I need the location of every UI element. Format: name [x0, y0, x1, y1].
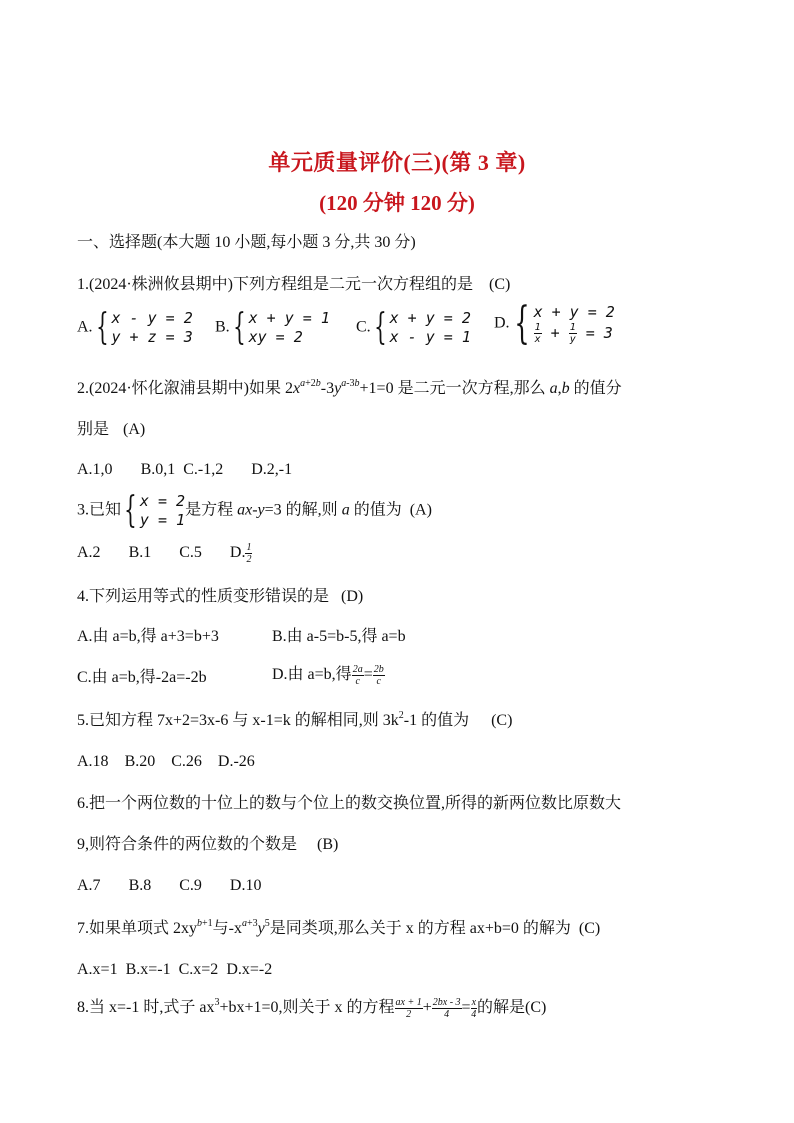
frac-num: 2a	[352, 664, 363, 675]
question-7-stem: 7.如果单项式 $2xy^{b+1}$与$-x^{a+3}y^5$是同类项,那么关于 x 的方程 ax+b=0 的解为 (C)	[77, 917, 601, 937]
question-2-text-b: 的值分	[573, 380, 622, 397]
question-6-answer: (B)	[317, 836, 339, 853]
question-4-answer: (D)	[341, 588, 364, 605]
frac-num: x	[471, 997, 477, 1008]
question-6-line2	[77, 835, 338, 855]
option-b-label: B.	[215, 318, 230, 336]
frac-den: c	[376, 676, 381, 687]
question-5-answer: (C)	[491, 712, 513, 729]
question-8-text-c: 的解是	[477, 999, 526, 1017]
question-1-option-a	[77, 309, 193, 347]
option-d-label: D.	[494, 314, 510, 332]
plus-sign: +	[550, 324, 560, 342]
plus-sign: +	[422, 999, 432, 1017]
brace-icon: {	[232, 307, 246, 348]
question-1-option-c	[356, 309, 471, 347]
frac-den: c	[355, 676, 360, 687]
option-c: C.9	[179, 877, 202, 894]
question-3-answer: (A)	[409, 501, 432, 519]
question-7-text-a: 7.如果单项式 2xy	[77, 920, 198, 937]
page-subtitle: (120 分钟 120 分)	[319, 191, 475, 215]
frac-num: ax + 1	[395, 997, 422, 1008]
option-c-label: C.	[356, 318, 371, 336]
option-d: D.x=-2	[226, 961, 273, 978]
question-8-text-a: 8.当 x=-1 时,式子 ax	[77, 999, 215, 1017]
question-3-options	[77, 542, 252, 565]
brace-icon: {	[95, 307, 109, 348]
question-5-text-a: 5.已知方程 7x+2=3x-6 与 x-1=k 的解相同,则 3k	[77, 712, 399, 729]
option-d-text: D.由 a=b,得	[272, 666, 352, 684]
question-3-stem: 3.已知{ x = 2 y = 1 是方程 ax-y=3 的解,则 a 的值为 (A)	[77, 490, 432, 531]
frac-num: 1	[534, 322, 541, 333]
brace-icon: {	[124, 490, 137, 531]
question-4-option-c: C.由 a=b,得-2a=-2b	[77, 669, 207, 686]
question-8-stem: 8.当 x=-1 时,式子 $ax^3+bx+1=0$,则关于 x 的方程 $\frac{ax + 1}{2}$ + $\frac{2bx - 3}{4}$ = $\frac{x}{4}$ 的解是(C)	[77, 996, 547, 1020]
option-d-eq1: x + y = 2	[533, 303, 615, 321]
question-2-line2	[77, 420, 145, 440]
frac-den: 4	[471, 1009, 477, 1020]
frac-den: 2	[406, 1009, 412, 1020]
option-a-eq2: y + z = 3	[111, 328, 193, 346]
equals-sign: =	[461, 999, 471, 1017]
question-3-text-d: 的值为	[353, 501, 402, 519]
question-3-text-a: 3.已知	[77, 501, 122, 519]
page-title: 单元质量评价(三)(第 3 章)	[268, 150, 526, 175]
question-8-answer: (C)	[525, 999, 547, 1017]
question-5-options	[77, 752, 255, 772]
question-4-text: 4.下列运用等式的性质变形错误的是	[77, 588, 330, 605]
option-d: D.-26	[217, 753, 255, 770]
frac-num: 1	[569, 322, 576, 333]
q3-eq2: y = 1	[139, 511, 186, 529]
option-a: A.2	[77, 544, 101, 562]
option-a: A.7	[77, 877, 101, 894]
question-5-stem: 5.已知方程 7x+2=3x-6 与 x-1=k 的解相同,则 $3k^2-1$ 的值为 (C)	[77, 709, 513, 729]
section-heading: 一、选择题(本大题 10 小题,每小题 3 分,共 30 分)	[77, 234, 416, 251]
question-4-option-a: A.由 a=b,得 a+3=b+3	[77, 628, 219, 645]
question-4-option-b: B.由 a-5=b-5,得 a=b	[272, 628, 406, 645]
option-a-label: A.	[77, 318, 93, 336]
question-2-text-c: 别是	[77, 421, 110, 438]
question-3-text-b: 是方程	[185, 501, 234, 519]
question-1-answer: (C)	[489, 276, 511, 293]
question-7-text-b: 与-x	[212, 920, 242, 937]
question-7-options	[77, 960, 272, 980]
option-b-eq2: xy = 2	[248, 328, 303, 346]
option-a: A.1,0	[77, 461, 113, 478]
option-d: D.10	[229, 877, 262, 894]
question-1-stem	[77, 275, 510, 295]
frac-num: 2bx - 3	[432, 997, 461, 1008]
question-7-answer: (C)	[578, 920, 601, 937]
option-c-eq1: x + y = 2	[389, 309, 471, 327]
question-2-text-a: 2.(2024·怀化溆浦县期中)如果 2	[77, 380, 293, 397]
option-d: D.2,-1	[251, 461, 293, 478]
question-1-option-b	[215, 309, 330, 347]
question-2-line1: 2.(2024·怀化溆浦县期中)如果 $2x^{a+2b}-3y^{a-3b}+1=0$ 是二元一次方程,那么 a,b 的值分	[77, 377, 622, 397]
option-c: C.5	[179, 544, 202, 562]
question-6-options	[77, 876, 261, 896]
option-c: C.x=2	[178, 961, 219, 978]
q3-eq1: x = 2	[139, 492, 186, 510]
frac-den: x	[534, 334, 541, 345]
question-1-text: 1.(2024·株洲攸县期中)下列方程组是二元一次方程组的是	[77, 276, 473, 293]
frac-num: 2b	[373, 664, 384, 675]
question-6-text: 9,则符合条件的两位数的个数是	[77, 836, 298, 853]
option-a-eq1: x - y = 2	[111, 309, 193, 327]
question-6-line1: 6.把一个两位数的十位上的数与个位上的数交换位置,所得的新两位数比原数大	[77, 795, 622, 812]
option-b: B.20	[124, 753, 156, 770]
frac-den: 2	[246, 554, 252, 565]
question-3-text-c: 的解,则	[285, 501, 338, 519]
question-4-option-d: D.由 a=b,得 $\frac{2a}{c}$ = $\frac{2b}{c}$	[272, 664, 384, 687]
option-b-eq1: x + y = 1	[248, 309, 330, 327]
question-2-answer: (A)	[123, 421, 146, 438]
question-4-stem	[77, 587, 363, 607]
equals-value: = 3	[585, 324, 613, 342]
question-2-options	[77, 460, 292, 480]
question-5-text-b: -1 的值为	[403, 712, 470, 729]
frac-num: 1	[246, 542, 252, 553]
option-b: B.x=-1	[125, 961, 171, 978]
question-8-text-b: +bx+1=0,则关于 x 的方程	[219, 999, 395, 1017]
brace-icon: {	[513, 298, 530, 349]
question-7-text-c: 是同类项,那么关于 x 的方程 ax+b=0 的解为	[269, 920, 571, 937]
option-a: A.18	[77, 753, 109, 770]
option-a: A.x=1	[77, 961, 118, 978]
option-c-eq2: x - y = 1	[389, 328, 471, 346]
option-b: B.1	[128, 544, 152, 562]
question-1-option-d	[494, 298, 615, 349]
option-b: B.8	[128, 877, 152, 894]
brace-icon: {	[373, 307, 387, 348]
option-c: C.26	[171, 753, 202, 770]
frac-den: 4	[444, 1009, 450, 1020]
option-c: C.-1,2	[183, 461, 224, 478]
frac-den: y	[569, 334, 576, 345]
option-d: D.	[229, 544, 246, 562]
option-b: B.0,1	[140, 461, 176, 478]
